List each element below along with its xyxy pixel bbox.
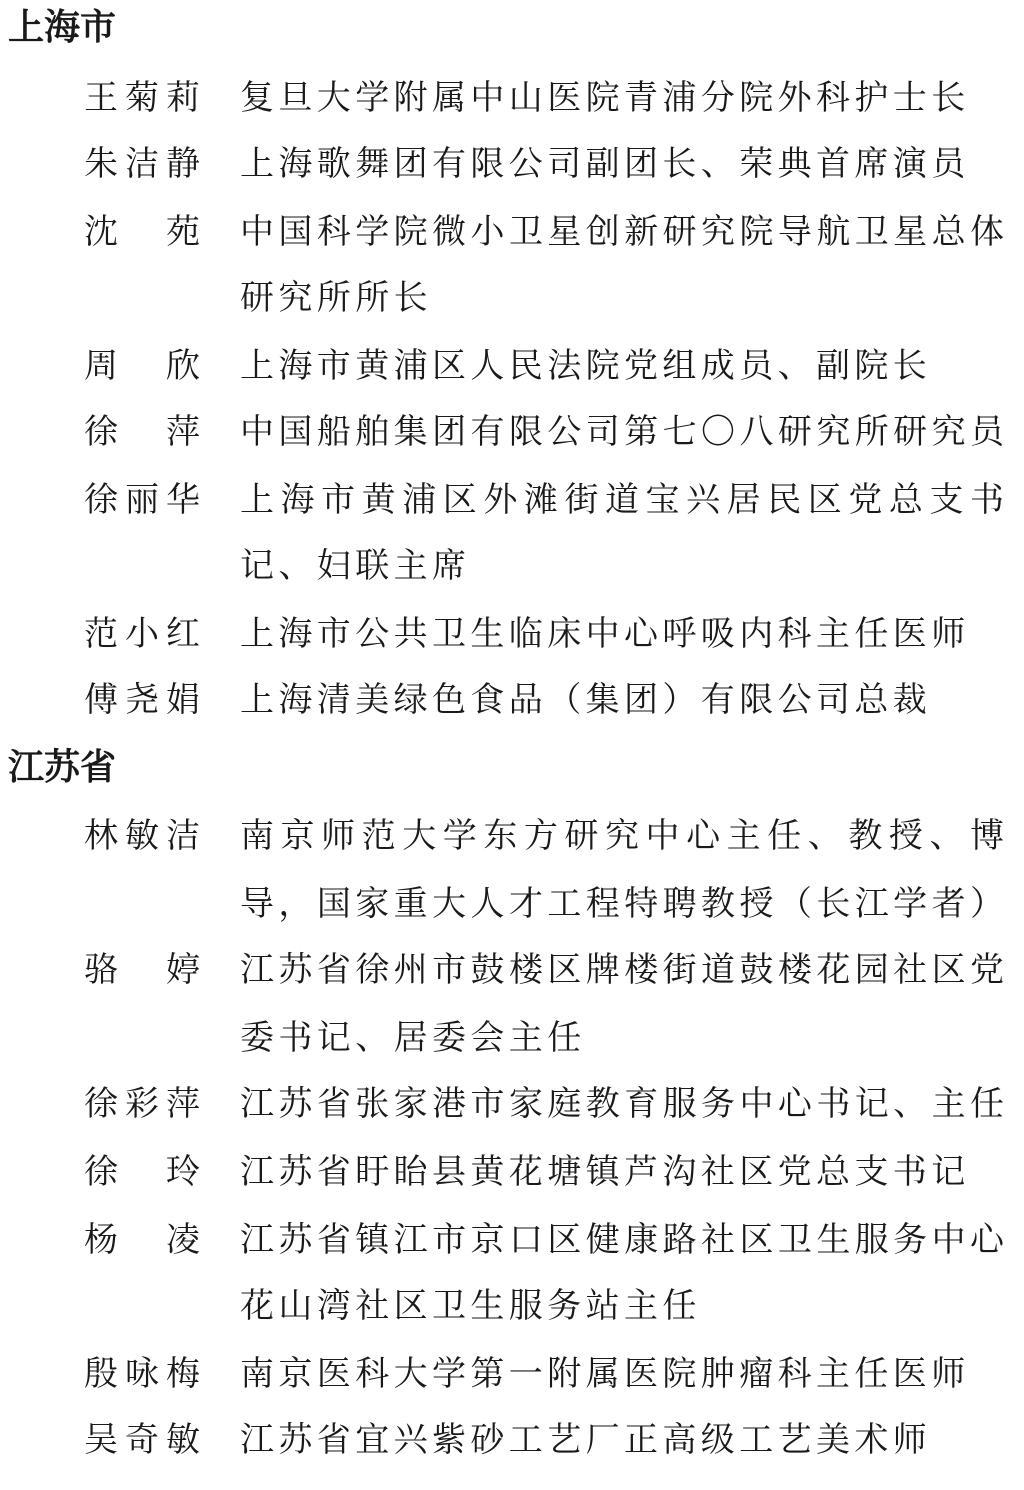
person-title: 上海市公共卫生临床中心呼吸内科主任医师 [240, 614, 970, 654]
person-title-continued: 研究所所长 [240, 278, 432, 318]
person-title-continued: 花山湾社区卫生服务站主任 [240, 1286, 701, 1326]
person-name: 吴奇敏 [84, 1420, 204, 1460]
person-name: 林敏洁 [84, 816, 204, 856]
person-title: 中国科学院微小卫星创新研究院导航卫星总体 [240, 212, 1004, 252]
person-title: 江苏省徐州市鼓楼区牌楼街道鼓楼花园社区党 [240, 950, 1004, 990]
person-title: 江苏省盱眙县黄花塘镇芦沟社区党总支书记 [240, 1152, 970, 1192]
person-name: 范小红 [84, 614, 204, 654]
person-name: 傅尧娟 [84, 680, 204, 720]
region-heading: 上海市 [8, 7, 117, 48]
person-name: 徐丽华 [84, 480, 204, 520]
region-heading: 江苏省 [8, 747, 117, 788]
person-title-continued: 委书记、居委会主任 [240, 1018, 586, 1058]
person-name: 周 欣 [84, 346, 204, 386]
person-name: 杨 凌 [84, 1220, 204, 1260]
person-title: 复旦大学附属中山医院青浦分院外科护士长 [240, 78, 970, 118]
person-title: 江苏省宜兴紫砂工艺厂正高级工艺美术师 [240, 1420, 932, 1460]
person-title: 上海清美绿色食品（集团）有限公司总裁 [240, 680, 932, 720]
person-name: 骆 婷 [84, 950, 204, 990]
person-name: 朱洁静 [84, 144, 204, 184]
person-name: 沈 苑 [84, 212, 204, 252]
person-title: 上海市黄浦区人民法院党组成员、副院长 [240, 346, 932, 386]
person-name: 徐彩萍 [84, 1084, 204, 1124]
person-name: 徐 萍 [84, 412, 204, 452]
person-title: 上海市黄浦区外滩街道宝兴居民区党总支书 [240, 480, 1004, 520]
person-title: 江苏省张家港市家庭教育服务中心书记、主任 [240, 1084, 1004, 1124]
person-name: 王菊莉 [84, 78, 204, 118]
person-title: 上海歌舞团有限公司副团长、荣典首席演员 [240, 144, 970, 184]
person-title: 江苏省镇江市京口区健康路社区卫生服务中心 [240, 1220, 1004, 1260]
person-title: 中国船舶集团有限公司第七〇八研究所研究员 [240, 412, 1004, 452]
person-title: 南京医科大学第一附属医院肿瘤科主任医师 [240, 1354, 970, 1394]
person-name: 徐 玲 [84, 1152, 204, 1192]
person-title-continued: 记、妇联主席 [240, 546, 471, 586]
person-name: 殷咏梅 [84, 1354, 204, 1394]
person-title: 南京师范大学东方研究中心主任、教授、博 [240, 816, 1004, 856]
person-title-continued: 导，国家重大人才工程特聘教授（长江学者） [240, 884, 1004, 924]
